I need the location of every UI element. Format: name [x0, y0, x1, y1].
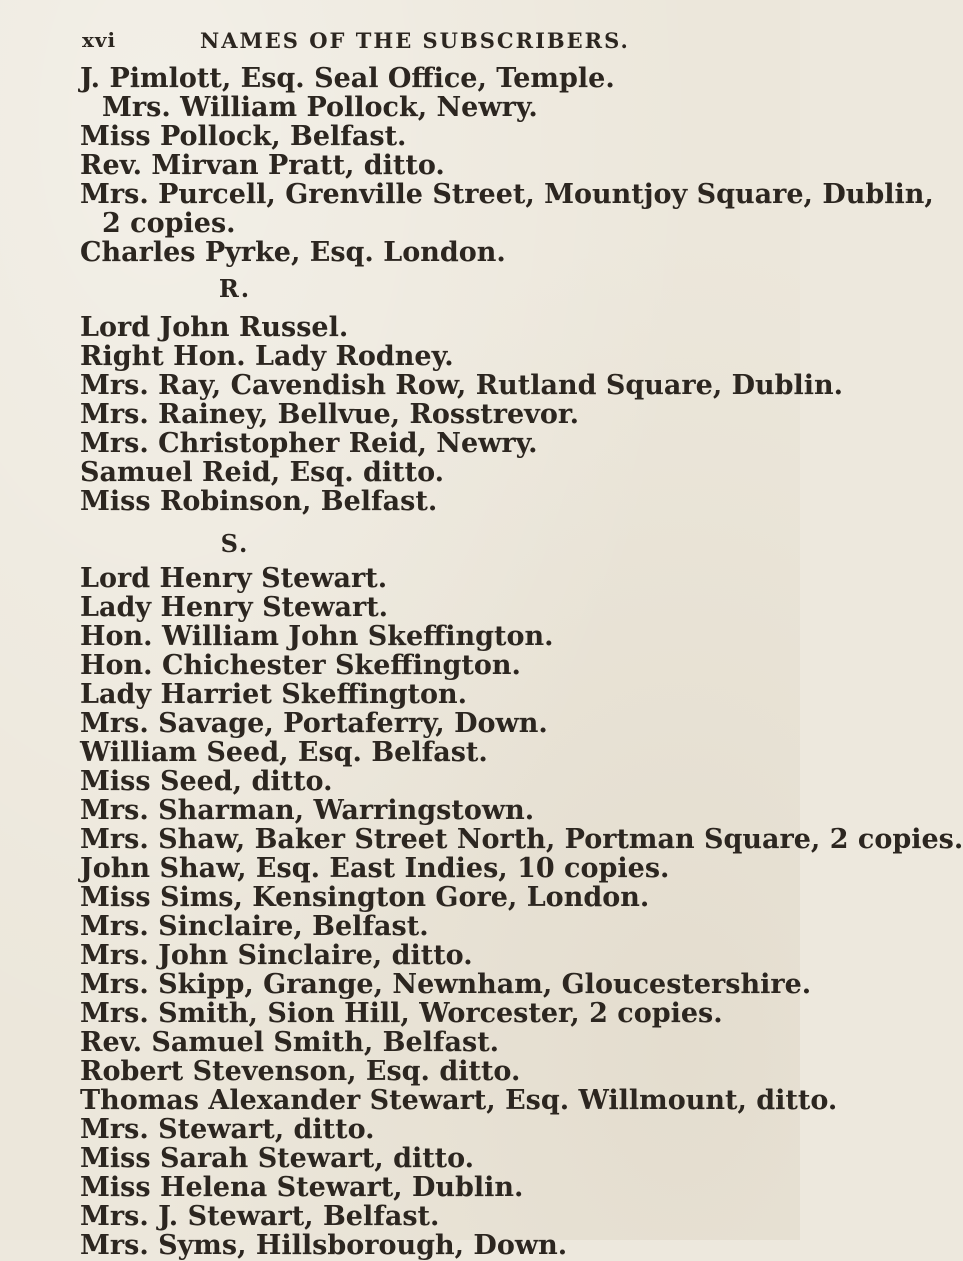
list-item: Mrs. J. Stewart, Belfast.	[80, 1201, 440, 1232]
page-header	[0, 28, 800, 68]
list-item: Mrs. Ray, Cavendish Row, Rutland Square, Dublin.	[80, 370, 844, 401]
list-item: Rev. Samuel Smith, Belfast.	[80, 1027, 500, 1058]
list-item: Mrs. Christopher Reid, Newry.	[80, 428, 538, 459]
list-item: Mrs. Sharman, Warringstown.	[80, 795, 535, 826]
list-item: Robert Stevenson, Esq. ditto.	[80, 1056, 521, 1087]
list-item: Miss Pollock, Belfast.	[80, 121, 407, 152]
list-item: Mrs. Shaw, Baker Street North, Portman Square, 2 copies.	[80, 824, 963, 855]
list-item: Mrs. John Sinclaire, ditto.	[80, 940, 473, 971]
list-item: Samuel Reid, Esq. ditto.	[80, 457, 445, 488]
list-item: Miss Sarah Stewart, ditto.	[80, 1143, 475, 1174]
subscriber-list	[80, 63, 963, 1261]
list-item: Mrs. Skipp, Grange, Newnham, Gloucestershire.	[80, 969, 812, 1000]
list-item: Mrs. Rainey, Bellvue, Rosstrevor.	[80, 399, 580, 430]
list-item: Miss Seed, ditto.	[80, 766, 333, 797]
list-item: Miss Sims, Kensington Gore, London.	[80, 882, 650, 913]
list-item: Charles Pyrke, Esq. London.	[80, 237, 506, 268]
list-item: Hon. Chichester Skeffington.	[80, 650, 521, 681]
list-item: Lord John Russel.	[80, 312, 349, 343]
list-item: Miss Robinson, Belfast.	[80, 486, 438, 517]
list-item: Right Hon. Lady Rodney.	[80, 341, 454, 372]
list-item: Lady Henry Stewart.	[80, 592, 389, 623]
list-item: Lady Harriet Skeffington.	[80, 679, 468, 710]
list-item: Mrs. Syms, Hillsborough, Down.	[80, 1230, 568, 1261]
list-item: Hon. William John Skeffington.	[80, 621, 554, 652]
list-item: Miss Helena Stewart, Dublin.	[80, 1172, 524, 1203]
section-letter-s: S.	[220, 529, 250, 558]
list-item: Mrs. Stewart, ditto.	[80, 1114, 375, 1145]
running-title: NAMES OF THE SUBSCRIBERS.	[200, 28, 630, 53]
page-number: xvi	[82, 28, 117, 52]
list-item: Rev. Mirvan Pratt, ditto.	[80, 150, 445, 181]
list-item: 2 copies.	[102, 208, 236, 239]
list-item: Thomas Alexander Stewart, Esq. Willmount, ditto.	[80, 1085, 838, 1116]
list-item: Mrs. Purcell, Grenville Street, Mountjoy Square, Dublin,	[80, 179, 934, 210]
section-letter-r: R.	[218, 274, 252, 303]
list-item: Mrs. William Pollock, Newry.	[102, 92, 538, 123]
list-item: J. Pimlott, Esq. Seal Office, Temple.	[80, 63, 615, 94]
list-item: Mrs. Smith, Sion Hill, Worcester, 2 copies.	[80, 998, 723, 1029]
list-item: Mrs. Sinclaire, Belfast.	[80, 911, 429, 942]
list-item: William Seed, Esq. Belfast.	[80, 737, 488, 768]
list-item: Mrs. Savage, Portaferry, Down.	[80, 708, 548, 739]
list-item: Lord Henry Stewart.	[80, 563, 388, 594]
list-item: John Shaw, Esq. East Indies, 10 copies.	[80, 853, 670, 884]
